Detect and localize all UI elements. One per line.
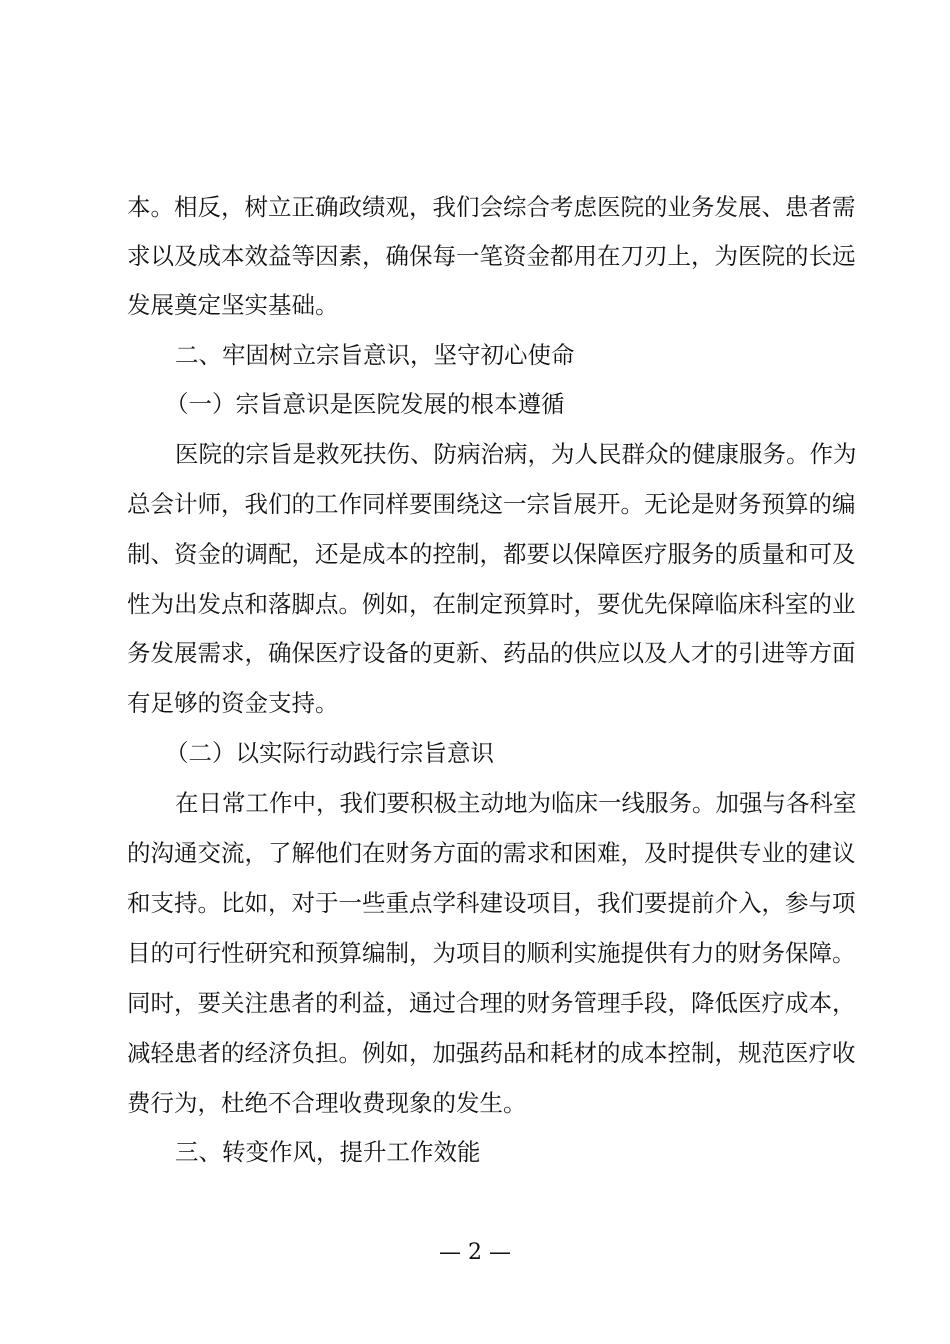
- paragraph-line: 性为出发点和落脚点。例如，在制定预算时，要优先保障临床科室的业: [127, 590, 856, 618]
- paragraph-line: 减轻患者的经济负担。例如，加强药品和耗材的成本控制，规范医疗收: [127, 1039, 856, 1067]
- paragraph-line: 务发展需求，确保医疗设备的更新、药品的供应以及人才的引进等方面: [127, 639, 856, 667]
- page-number: — 2 —: [439, 1240, 511, 1265]
- subsection-heading: （二）以实际行动践行宗旨意识: [165, 739, 494, 767]
- paragraph-line: 总会计师，我们的工作同样要围绕这一宗旨展开。无论是财务预算的编: [127, 490, 856, 518]
- subsection-heading: （一）宗旨意识是医院发展的根本遵循: [165, 390, 565, 418]
- paragraph-line: 求以及成本效益等因素，确保每一笔资金都用在刀刃上，为医院的长远: [127, 242, 856, 270]
- paragraph-line: 在日常工作中，我们要积极主动地为临床一线服务。加强与各科室: [175, 789, 857, 817]
- paragraph-line: 制、资金的调配，还是成本的控制，都要以保障医疗服务的质量和可及: [127, 540, 856, 568]
- paragraph-line: 同时，要关注患者的利益，通过合理的财务管理手段，降低医疗成本，: [127, 989, 856, 1017]
- section-heading: 二、牢固树立宗旨意识，坚守初心使命: [175, 341, 575, 369]
- paragraph-line: 有足够的资金支持。: [127, 689, 339, 717]
- paragraph-line: 目的可行性研究和预算编制，为项目的顺利实施提供有力的财务保障。: [127, 939, 856, 967]
- paragraph-line: 本。相反，树立正确政绩观，我们会综合考虑医院的业务发展、患者需: [127, 193, 856, 221]
- paragraph-line: 医院的宗旨是救死扶伤、防病治病，为人民群众的健康服务。作为: [175, 440, 857, 468]
- paragraph-line: 的沟通交流，了解他们在财务方面的需求和困难，及时提供专业的建议: [127, 839, 856, 867]
- paragraph-line: 费行为，杜绝不合理收费现象的发生。: [127, 1089, 527, 1117]
- paragraph-line: 和支持。比如，对于一些重点学科建设项目，我们要提前介入，参与项: [127, 889, 856, 917]
- section-heading: 三、转变作风，提升工作效能: [175, 1138, 481, 1166]
- paragraph-line: 发展奠定坚实基础。: [127, 291, 339, 319]
